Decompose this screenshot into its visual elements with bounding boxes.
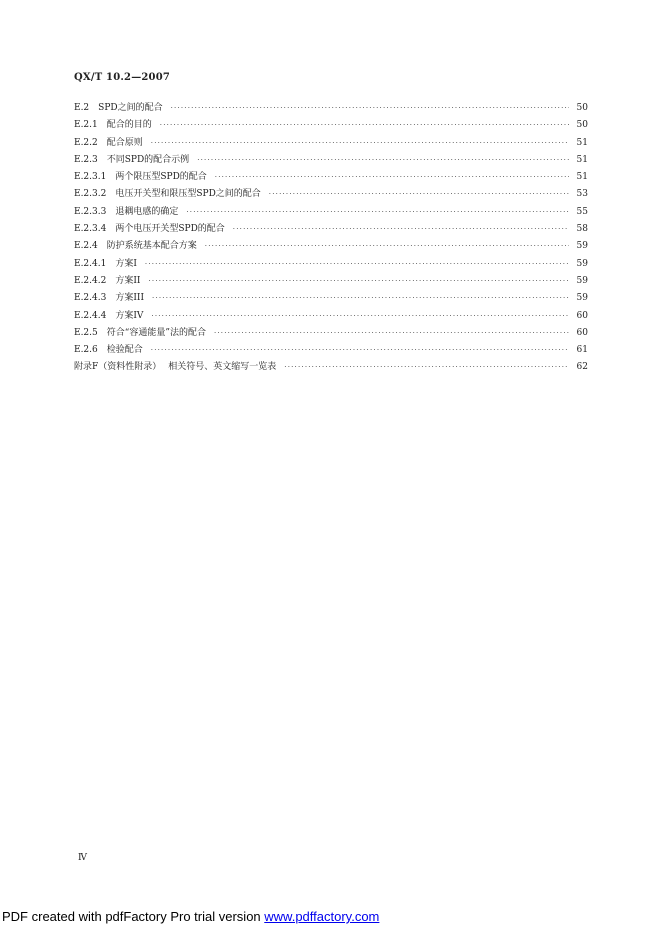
- toc-entry-page: 59: [576, 293, 588, 304]
- toc-entry-number: E.2.2: [74, 137, 98, 148]
- toc-entry-title: 配合的目的: [106, 120, 152, 131]
- toc-entry-number: 附录F（资料性附录）: [74, 362, 162, 373]
- toc-entry-page: 59: [576, 241, 588, 252]
- dot-leader: [186, 204, 569, 221]
- toc-entry-number: E.2.4.1: [74, 258, 107, 269]
- table-of-contents: [74, 100, 588, 377]
- toc-entry[interactable]: [74, 290, 588, 307]
- toc-entry-page: 55: [576, 206, 588, 217]
- toc-entry[interactable]: [74, 117, 588, 134]
- toc-entry-title: 配合原则: [106, 137, 143, 148]
- dot-leader: [151, 308, 569, 325]
- toc-entry-page: 51: [576, 137, 588, 148]
- toc-entry[interactable]: [74, 325, 588, 342]
- toc-entry-title: 方案IV: [115, 310, 144, 321]
- toc-entry-page: 51: [576, 172, 588, 183]
- toc-entry-title: 退耦电感的确定: [115, 206, 179, 217]
- toc-entry-number: E.2.4.4: [74, 310, 107, 321]
- toc-entry-number: E.2.4: [74, 241, 98, 252]
- toc-entry[interactable]: [74, 238, 588, 255]
- dot-leader: [233, 221, 569, 238]
- toc-entry-title: 防护系统基本配合方案: [106, 241, 197, 252]
- toc-entry[interactable]: [74, 308, 588, 325]
- dot-leader: [284, 359, 569, 376]
- dot-leader: [145, 256, 569, 273]
- dot-leader: [205, 238, 569, 255]
- toc-entry-title: SPD之间的配合: [98, 103, 163, 113]
- dot-leader: [269, 186, 569, 203]
- toc-entry-title: 方案III: [115, 293, 145, 304]
- toc-entry-title: 方案II: [115, 275, 141, 286]
- toc-entry-number: E.2: [74, 103, 90, 113]
- watermark-text: PDF created with pdfFactory Pro trial version: [2, 909, 265, 924]
- toc-entry[interactable]: [74, 186, 588, 203]
- toc-entry-page: 61: [576, 345, 588, 356]
- toc-entry-page: 59: [576, 258, 588, 269]
- toc-entry-page: 59: [576, 275, 588, 286]
- toc-entry-title: 符合“容通能量”法的配合: [106, 327, 206, 338]
- toc-entry-page: 62: [576, 362, 588, 373]
- dot-leader: [148, 273, 569, 290]
- toc-entry[interactable]: [74, 169, 588, 186]
- toc-entry[interactable]: [74, 100, 588, 117]
- toc-entry[interactable]: [74, 273, 588, 290]
- toc-entry-number: E.2.5: [74, 327, 98, 338]
- dot-leader: [171, 100, 569, 117]
- toc-entry-title: 不同SPD的配合示例: [106, 154, 190, 165]
- toc-entry-number: E.2.4.3: [74, 293, 107, 304]
- toc-entry-number: E.2.1: [74, 120, 98, 131]
- toc-entry[interactable]: [74, 152, 588, 169]
- toc-entry-number: E.2.3.2: [74, 189, 107, 200]
- toc-entry-page: 50: [576, 120, 588, 131]
- toc-entry-number: E.2.4.2: [74, 275, 107, 286]
- toc-entry-page: 53: [576, 189, 588, 200]
- toc-entry-number: E.2.3: [74, 154, 98, 165]
- toc-entry-number: E.2.3.4: [74, 224, 107, 235]
- dot-leader: [151, 342, 569, 359]
- dot-leader: [152, 290, 569, 307]
- dot-leader: [215, 169, 569, 186]
- toc-entry-number: E.2.3.1: [74, 172, 107, 183]
- pdffactory-link[interactable]: www.pdffactory.com: [264, 909, 380, 924]
- toc-entry-page: 51: [576, 154, 588, 165]
- page-number-footer: Ⅳ: [78, 853, 87, 863]
- toc-entry[interactable]: [74, 135, 588, 152]
- toc-entry-title: 两个限压型SPD的配合: [115, 172, 207, 183]
- toc-entry-page: 60: [576, 310, 588, 321]
- dot-leader: [214, 325, 569, 342]
- dot-leader: [197, 152, 569, 169]
- dot-leader: [151, 135, 569, 152]
- document-code-header: QX/T 10.2—2007: [74, 72, 171, 83]
- toc-entry-title: 方案I: [115, 258, 137, 269]
- pdf-watermark: [2, 909, 379, 924]
- dot-leader: [160, 117, 569, 134]
- toc-entry-page: 58: [576, 224, 588, 235]
- toc-entry-title: 两个电压开关型SPD的配合: [115, 224, 225, 235]
- toc-entry-page: 50: [576, 103, 588, 113]
- toc-entry-number: E.2.6: [74, 345, 98, 356]
- toc-entry[interactable]: [74, 204, 588, 221]
- toc-entry[interactable]: [74, 221, 588, 238]
- toc-entry-title: 相关符号、英文缩写一览表: [168, 362, 277, 373]
- toc-entry-page: 60: [576, 327, 588, 338]
- toc-entry-title: 检验配合: [106, 345, 143, 356]
- toc-entry[interactable]: [74, 342, 588, 359]
- toc-entry-title: 电压开关型和限压型SPD之间的配合: [115, 189, 261, 200]
- toc-entry[interactable]: [74, 256, 588, 273]
- toc-entry-appendix[interactable]: [74, 359, 588, 376]
- toc-entry-number: E.2.3.3: [74, 206, 107, 217]
